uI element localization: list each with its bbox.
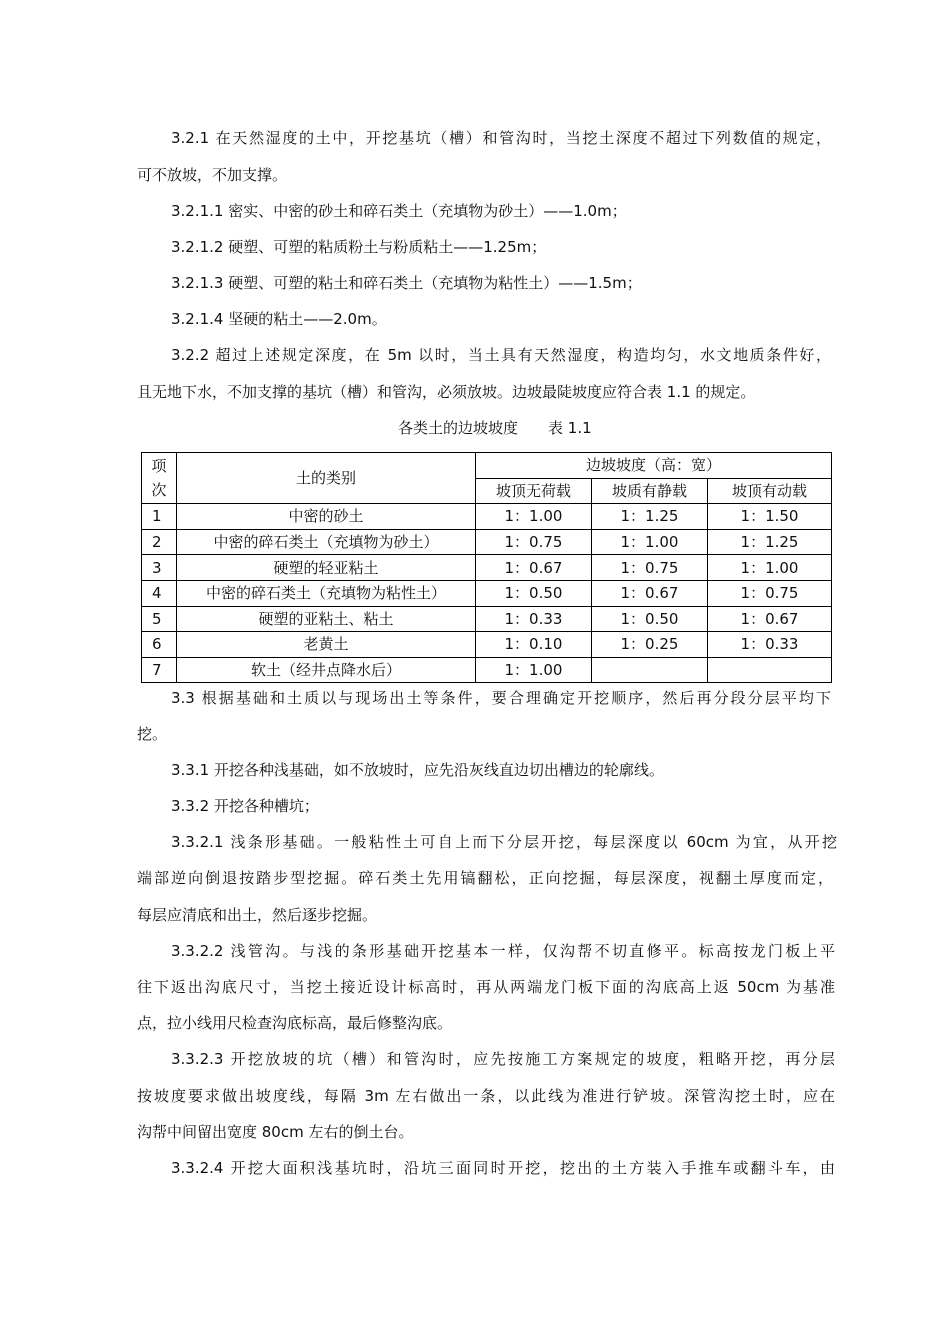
paragraph-line: 往下返出沟底尺寸，当挖土接近设计标高时，再从两端龙门板下面的沟底高上返 50cm 为基准 bbox=[137, 978, 835, 996]
paragraph-line: 3.3.1 开挖各种浅基础，如不放坡时，应先沿灰线直边切出槽边的轮廓线。 bbox=[171, 761, 664, 779]
paragraph-line: 3.3 根据基础和土质以与现场出土等条件，要合理确定开挖顺序，然后再分段分层平均下 bbox=[171, 689, 831, 707]
header-slope-group: 边坡坡度（高：宽） bbox=[476, 453, 832, 479]
cell-value: 1：1.25 bbox=[592, 504, 708, 530]
paragraph-line: 且无地下水，不加支撑的基坑（槽）和管沟，必须放坡。边坡最陡坡度应符合表 1.1 的规定。 bbox=[137, 383, 756, 401]
table-row bbox=[142, 606, 832, 632]
cell-index: 3 bbox=[142, 555, 177, 581]
cell-value: 1：1.00 bbox=[708, 555, 832, 581]
header-col-no-load: 坡顶无荷载 bbox=[476, 478, 592, 504]
cell-soil-type: 老黄土 bbox=[177, 632, 476, 658]
cell-value: 1：0.50 bbox=[476, 580, 592, 606]
cell-value: 1：0.75 bbox=[708, 580, 832, 606]
paragraph-line: 3.3.2.2 浅管沟。与浅的条形基础开挖基本一样，仅沟帮不切直修平。标高按龙门板上平 bbox=[171, 942, 835, 960]
paragraph-line: 3.2.1.1 密实、中密的砂土和碎石类土（充填物为砂土）——1.0m； bbox=[171, 202, 627, 220]
paragraph-line: 端部逆向倒退按踏步型挖掘。碎石类土先用镐翻松，正向挖掘，每层深度，视翻土厚度而定， bbox=[137, 869, 833, 887]
cell-value: 1：0.75 bbox=[476, 529, 592, 555]
cell-index: 6 bbox=[142, 632, 177, 658]
cell-index: 5 bbox=[142, 606, 177, 632]
cell-soil-type: 中密的碎石类土（充填物为砂土） bbox=[177, 529, 476, 555]
cell-value bbox=[592, 657, 708, 683]
paragraph-line: 沟帮中间留出宽度 80cm 左右的倒土台。 bbox=[137, 1123, 414, 1141]
header-soil-type: 土的类别 bbox=[177, 453, 476, 504]
paragraph-line: 点，拉小线用尺检查沟底标高，最后修整沟底。 bbox=[137, 1014, 453, 1032]
cell-value: 1：0.67 bbox=[708, 606, 832, 632]
table-row bbox=[142, 529, 832, 555]
paragraph-line: 3.2.1.3 硬塑、可塑的粘土和碎石类土（充填物为粘性土）——1.5m； bbox=[171, 274, 642, 292]
paragraph-line: 3.3.2.1 浅条形基础。一般粘性土可自上而下分层开挖，每层深度以 60cm 为宜，从开挖 bbox=[171, 833, 837, 851]
table-row bbox=[142, 504, 832, 530]
header-col-dynamic-load: 坡顶有动载 bbox=[708, 478, 832, 504]
slope-table bbox=[141, 452, 832, 683]
cell-soil-type: 中密的碎石类土（充填物为粘性土） bbox=[177, 580, 476, 606]
cell-value: 1：0.25 bbox=[592, 632, 708, 658]
cell-value: 1：0.67 bbox=[476, 555, 592, 581]
cell-value: 1：1.00 bbox=[592, 529, 708, 555]
cell-soil-type: 硬塑的亚粘土、粘土 bbox=[177, 606, 476, 632]
cell-value bbox=[708, 657, 832, 683]
header-col-static-load: 坡质有静载 bbox=[592, 478, 708, 504]
cell-soil-type: 软土（经井点降水后） bbox=[177, 657, 476, 683]
cell-index: 7 bbox=[142, 657, 177, 683]
table-row bbox=[142, 632, 832, 658]
paragraph-line: 每层应清底和出土，然后逐步挖掘。 bbox=[137, 906, 378, 924]
cell-value: 1：1.50 bbox=[708, 504, 832, 530]
paragraph-line: 3.2.1.4 坚硬的粘土——2.0m。 bbox=[171, 310, 387, 328]
cell-value: 1：0.33 bbox=[708, 632, 832, 658]
cell-value: 1：1.00 bbox=[476, 504, 592, 530]
table-row bbox=[142, 555, 832, 581]
paragraph-line: 3.3.2 开挖各种槽坑； bbox=[171, 797, 319, 815]
table-row bbox=[142, 580, 832, 606]
paragraph-line: 3.3.2.3 开挖放坡的坑（槽）和管沟时，应先按施工方案规定的坡度，粗略开挖，再分层 bbox=[171, 1050, 835, 1068]
cell-index: 4 bbox=[142, 580, 177, 606]
cell-soil-type: 硬塑的轻亚粘土 bbox=[177, 555, 476, 581]
paragraph-line: 3.2.1 在天然湿度的土中，开挖基坑（槽）和管沟时，当挖土深度不超过下列数值的规定， bbox=[171, 129, 831, 147]
header-index: 项次 bbox=[142, 453, 177, 504]
paragraph-line: 可不放坡，不加支撑。 bbox=[137, 166, 288, 184]
paragraph-line: 挖。 bbox=[137, 725, 168, 743]
cell-value: 1：0.67 bbox=[592, 580, 708, 606]
cell-value: 1：0.75 bbox=[592, 555, 708, 581]
cell-value: 1：0.50 bbox=[592, 606, 708, 632]
cell-soil-type: 中密的砂土 bbox=[177, 504, 476, 530]
paragraph-line: 按坡度要求做出坡度线，每隔 3m 左右做出一条，以此线为准进行铲坡。深管沟挖土时，应在 bbox=[137, 1087, 835, 1105]
cell-value: 1：0.33 bbox=[476, 606, 592, 632]
paragraph-line: 3.2.1.2 硬塑、可塑的粘质粉土与粉质粘土——1.25m； bbox=[171, 238, 547, 256]
cell-value: 1：1.25 bbox=[708, 529, 832, 555]
paragraph-line: 3.2.2 超过上述规定深度，在 5m 以时，当土具有天然湿度，构造均匀，水文地质条件好， bbox=[171, 346, 831, 364]
cell-value: 1：1.00 bbox=[476, 657, 592, 683]
paragraph-line: 3.3.2.4 开挖大面积浅基坑时，沿坑三面同时开挖，挖出的土方装入手推车或翻斗车，由 bbox=[171, 1159, 835, 1177]
cell-index: 1 bbox=[142, 504, 177, 530]
table-row bbox=[142, 657, 832, 683]
cell-index: 2 bbox=[142, 529, 177, 555]
table-caption: 各类土的边坡坡度 表 1.1 bbox=[398, 419, 592, 437]
cell-value: 1：0.10 bbox=[476, 632, 592, 658]
